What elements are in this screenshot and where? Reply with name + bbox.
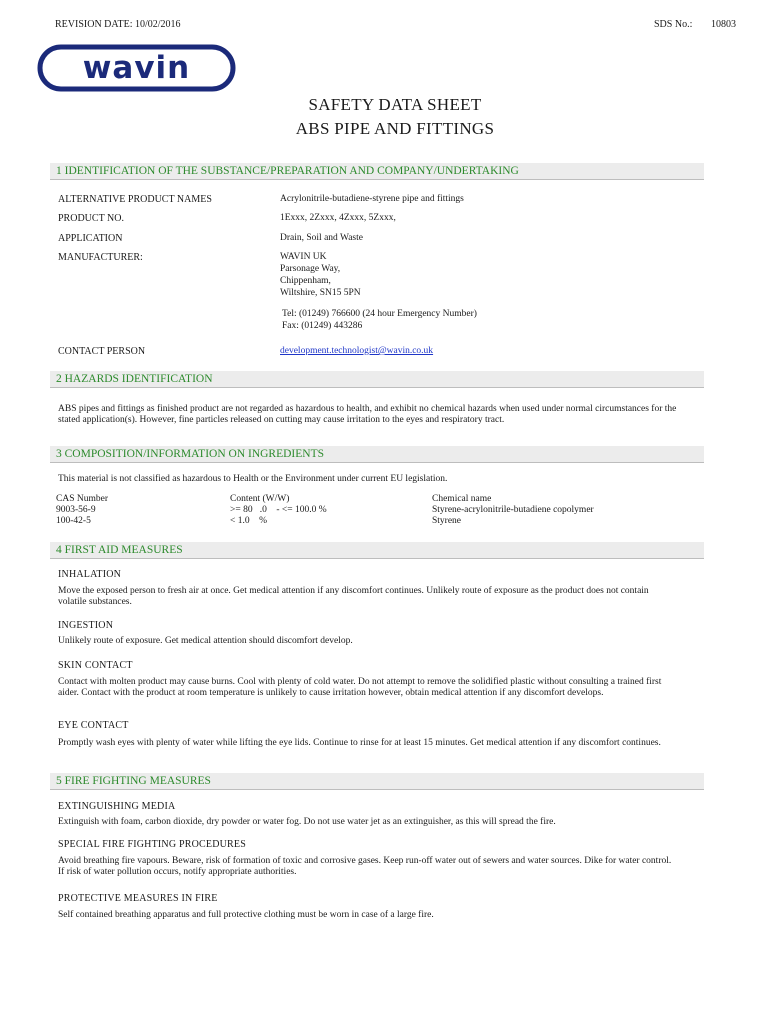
manufacturer-label: MANUFACTURER: (58, 252, 143, 263)
special-procedures-text: Avoid breathing fire vapours. Beware, risk of formation of toxic and corrosive gases. Keep run-off water out of sewers and water sources. Dike for water control. If risk of water pollution occurs, notify appropriate authorities. (58, 856, 672, 877)
hazards-text: ABS pipes and fittings as finished product are not regarded as hazardous to health, and exhibit no chemical hazards when used under normal circumstances for the stated application(s). However, fine particles released on cutting may cause irritation to the eyes and respiratory tract. (58, 404, 677, 425)
ingestion-text: Unlikely route of exposure. Get medical attention should discomfort develop. (58, 636, 353, 646)
manufacturer-name: WAVIN UK (280, 252, 327, 262)
ingredient-content: >= 80 .0 - <= 100.0 % (230, 505, 327, 515)
skin-contact-label: SKIN CONTACT (58, 660, 133, 671)
skin-contact-text: Contact with molten product may cause burns. Cool with plenty of cold water. Do not attempt to remove the solidified plastic without consulting a trained first aider. Contact with the product at room temperature is unlikely to cause irritation however, obtain medical attention if any discomfort develops. (58, 677, 662, 698)
section-2-heading: 2 HAZARDS IDENTIFICATION (50, 371, 704, 388)
wavin-logo (37, 44, 236, 92)
manufacturer-address-line: Wiltshire, SN15 5PN (280, 288, 361, 298)
contact-person-label: CONTACT PERSON (58, 346, 146, 357)
column-header-cas: CAS Number (56, 494, 108, 504)
manufacturer-fax: Fax: (01249) 443286 (282, 321, 363, 331)
ingredient-cas: 100-42-5 (56, 516, 91, 526)
application-value: Drain, Soil and Waste (280, 233, 363, 243)
alt-names-label: ALTERNATIVE PRODUCT NAMES (58, 194, 212, 205)
ingredient-name: Styrene (432, 516, 462, 526)
product-title: ABS PIPE AND FITTINGS (295, 119, 495, 138)
column-header-content: Content (W/W) (230, 494, 290, 504)
logo-text: wavin (82, 50, 191, 86)
column-header-chemical: Chemical name (432, 494, 492, 504)
ingredient-name: Styrene-acrylonitrile-butadiene copolymer (432, 505, 594, 515)
product-no-value: 1Exxx, 2Zxxx, 4Zxxx, 5Zxxx, (280, 213, 396, 223)
protective-measures-label: PROTECTIVE MEASURES IN FIRE (58, 893, 218, 904)
inhalation-text: Move the exposed person to fresh air at once. Get medical attention if any discomfort continues. Unlikely route of exposure as the product does not contain volatile substances. (58, 586, 649, 607)
document-title: SAFETY DATA SHEET (308, 95, 482, 114)
section-5-heading: 5 FIRE FIGHTING MEASURES (50, 773, 704, 790)
section-4-heading: 4 FIRST AID MEASURES (50, 542, 704, 559)
sds-number: 10803 (711, 19, 736, 30)
ingestion-label: INGESTION (58, 620, 114, 631)
composition-intro: This material is not classified as hazardous to Health or the Environment under current EU legislation. (58, 474, 448, 484)
application-label: APPLICATION (58, 233, 123, 244)
contact-email-link[interactable]: development.technologist@wavin.co.uk (280, 346, 434, 356)
manufacturer-address-line: Parsonage Way, (280, 264, 341, 274)
section-1-heading: 1 IDENTIFICATION OF THE SUBSTANCE/PREPARATION AND COMPANY/UNDERTAKING (50, 163, 704, 180)
extinguishing-media-text: Extinguish with foam, carbon dioxide, dry powder or water fog. Do not use water jet as an extinguisher, as this will spread the fire. (58, 817, 556, 827)
alt-names-value: Acrylonitrile-butadiene-styrene pipe and fittings (280, 194, 464, 204)
manufacturer-tel: Tel: (01249) 766600 (24 hour Emergency Number) (282, 309, 477, 319)
revision-date: REVISION DATE: 10/02/2016 (55, 19, 181, 30)
extinguishing-media-label: EXTINGUISHING MEDIA (58, 801, 176, 812)
product-no-label: PRODUCT NO. (58, 213, 124, 224)
manufacturer-address-line: Chippenham, (280, 276, 331, 286)
inhalation-label: INHALATION (58, 569, 122, 580)
sds-label: SDS No.: (654, 19, 693, 30)
eye-contact-text: Promptly wash eyes with plenty of water while lifting the eye lids. Continue to rinse for at least 15 minutes. Get medical attention if any discomfort continues. (58, 738, 661, 748)
section-3-heading: 3 COMPOSITION/INFORMATION ON INGREDIENTS (50, 446, 704, 463)
special-procedures-label: SPECIAL FIRE FIGHTING PROCEDURES (58, 839, 246, 850)
ingredient-content: < 1.0 % (230, 516, 268, 526)
ingredient-cas: 9003-56-9 (56, 505, 96, 515)
protective-measures-text: Self contained breathing apparatus and full protective clothing must be worn in case of a large fire. (58, 910, 434, 920)
eye-contact-label: EYE CONTACT (58, 720, 129, 731)
